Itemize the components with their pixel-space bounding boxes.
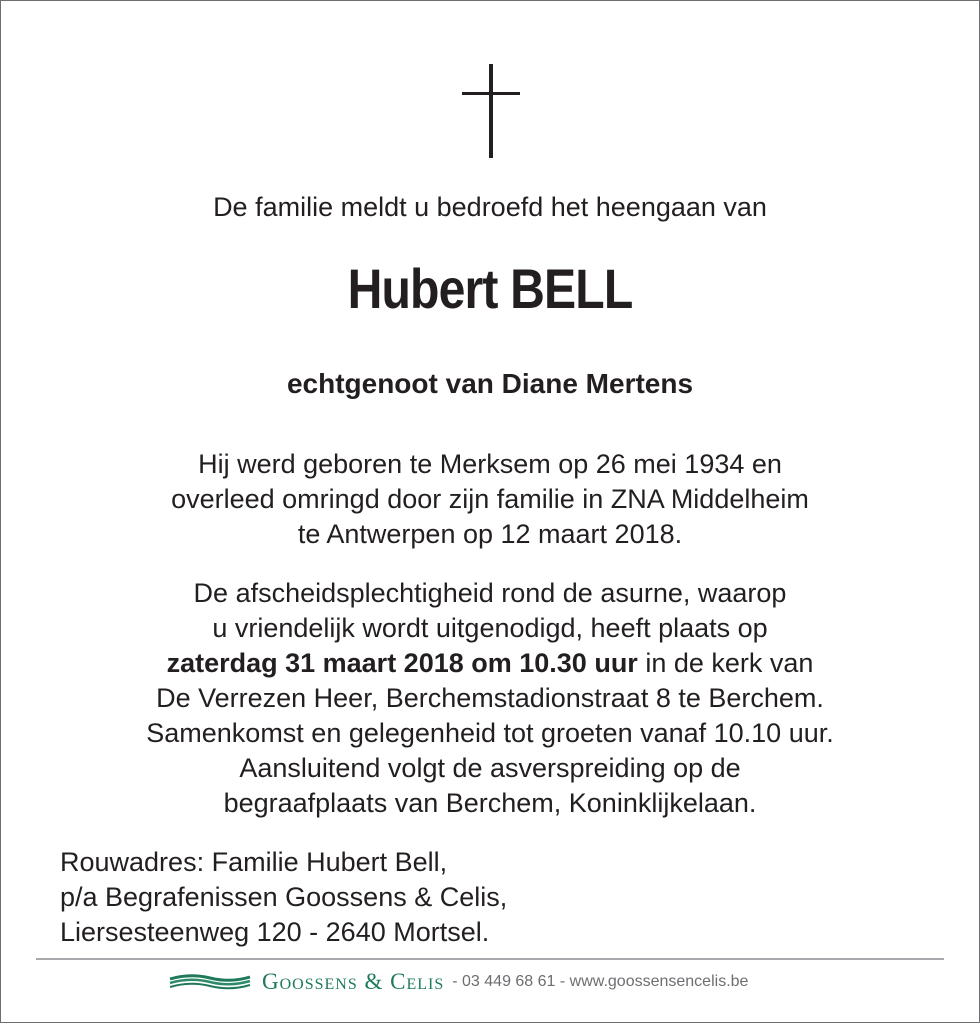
company-logo-text: Goossens & Celis bbox=[262, 969, 445, 994]
birth-death-line: Hij werd geboren te Merksem op 26 mei 1934 en bbox=[198, 449, 782, 479]
intro-text: De familie meldt u bedroefd het heengaan van bbox=[213, 192, 767, 222]
ceremony-line: Aansluitend volgt de asverspreiding op de bbox=[239, 753, 741, 783]
cross-icon bbox=[462, 64, 520, 158]
ceremony-line: De Verrezen Heer, Berchemstadionstraat 8 te Berchem. bbox=[156, 683, 824, 713]
address-line: Rouwadres: Familie Hubert Bell, bbox=[60, 847, 448, 877]
birth-death-line: overleed omringd door zijn familie in ZNA Middelheim bbox=[171, 484, 809, 514]
ceremony-paragraph bbox=[0, 576, 980, 821]
birth-death-paragraph bbox=[0, 447, 980, 552]
ceremony-line: begraafplaats van Berchem, Koninklijkelaan. bbox=[223, 788, 757, 818]
footer bbox=[168, 966, 748, 998]
ceremony-line: u vriendelijk wordt uitgenodigd, heeft plaats op bbox=[212, 613, 768, 643]
birth-death-line: te Antwerpen op 12 maart 2018. bbox=[297, 519, 683, 549]
ceremony-line: De afscheidsplechtigheid rond de asurne, waarop bbox=[193, 578, 787, 608]
footer-divider bbox=[36, 958, 944, 960]
contact-info: - 03 449 68 61 - www.goossensencelis.be bbox=[452, 973, 749, 990]
ceremony-line bbox=[0, 646, 980, 681]
mourning-address bbox=[60, 845, 507, 950]
ceremony-location-intro: in de kerk van bbox=[637, 648, 814, 678]
ceremony-line: Samenkomst en gelegenheid tot groeten vanaf 10.10 uur. bbox=[146, 718, 834, 748]
ceremony-date: zaterdag 31 maart 2018 om 10.30 uur bbox=[166, 648, 638, 678]
address-line: Liersesteenweg 120 - 2640 Mortsel. bbox=[60, 917, 490, 947]
spouse-text: echtgenoot van Diane Mertens bbox=[286, 368, 694, 399]
address-line: p/a Begrafenissen Goossens & Celis, bbox=[60, 882, 508, 912]
wave-logo-icon bbox=[168, 971, 252, 993]
deceased-name: Hubert BELL bbox=[347, 257, 633, 320]
